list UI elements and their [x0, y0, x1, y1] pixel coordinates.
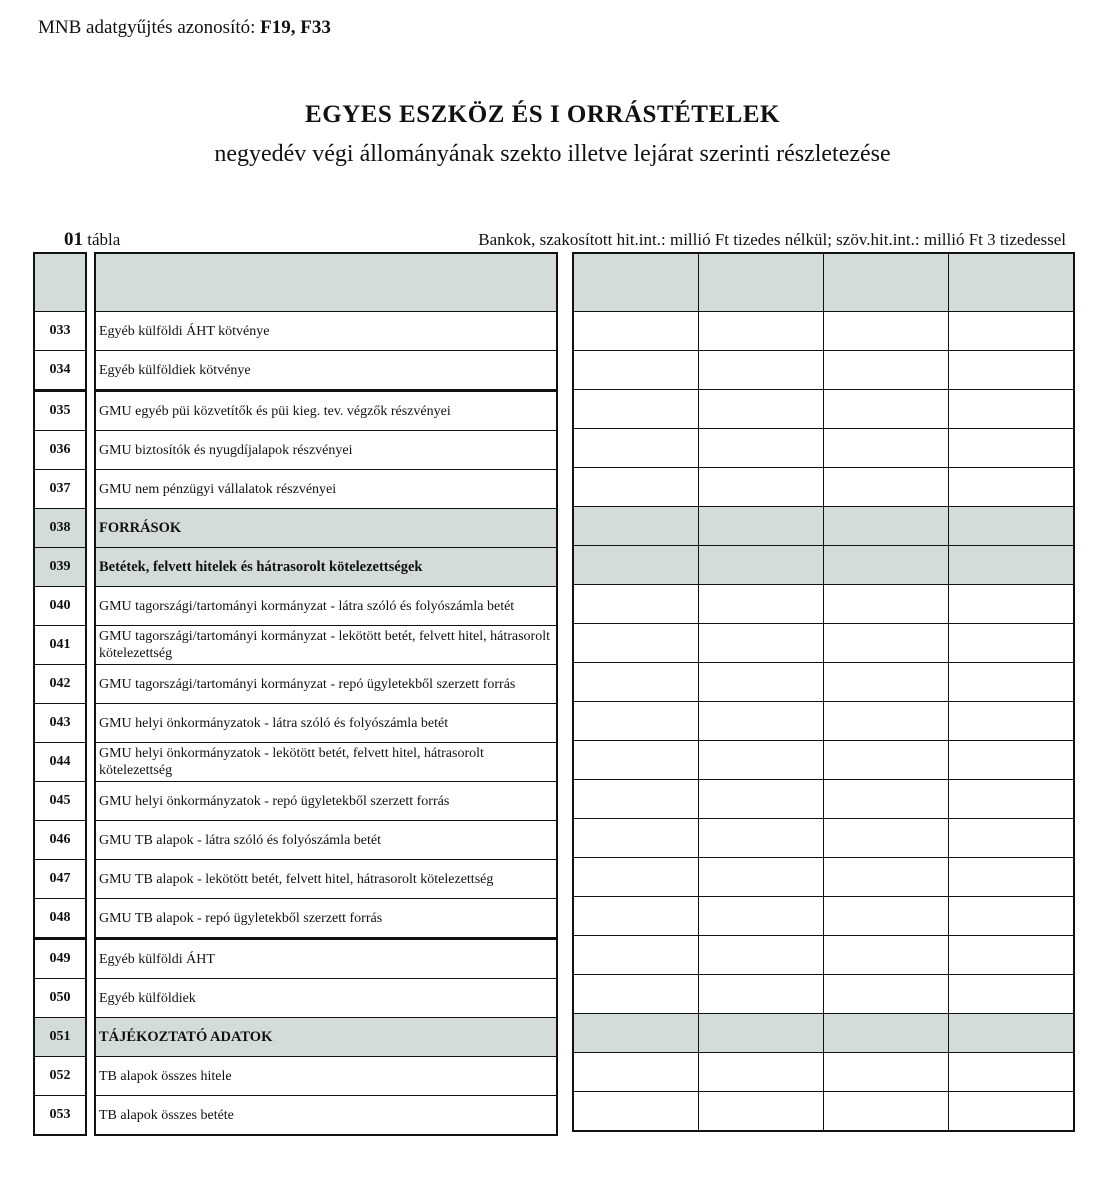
data-entry-cell[interactable]	[699, 312, 824, 351]
row-description: GMU nem pénzügyi vállalatok részvényei	[95, 470, 557, 509]
data-entry-cell[interactable]	[824, 1014, 949, 1053]
table-row	[34, 979, 86, 1018]
row-code: 046	[34, 821, 86, 860]
data-entry-cell[interactable]	[949, 585, 1075, 624]
data-entry-cell[interactable]	[699, 507, 824, 546]
data-entry-cell[interactable]	[824, 507, 949, 546]
data-entry-cell[interactable]	[573, 468, 699, 507]
table-row	[95, 1018, 557, 1057]
row-code: 040	[34, 587, 86, 626]
table-row	[95, 587, 557, 626]
table-row	[34, 782, 86, 821]
table-row	[573, 1092, 1074, 1132]
data-entry-cell[interactable]	[573, 507, 699, 546]
data-entry-cell[interactable]	[949, 507, 1075, 546]
data-entry-cell[interactable]	[699, 1053, 824, 1092]
table-row	[95, 743, 557, 782]
data-entry-cell[interactable]	[824, 936, 949, 975]
row-description: GMU helyi önkormányzatok - látra szóló és folyószámla betét	[95, 704, 557, 743]
data-entry-cell[interactable]	[949, 1053, 1075, 1092]
data-entry-cell[interactable]	[824, 624, 949, 663]
table-row	[34, 899, 86, 939]
row-description: GMU TB alapok - lekötött betét, felvett hitel, hátrasorolt kötelezettség	[95, 860, 557, 899]
data-header-cell	[824, 253, 949, 312]
document-title: EGYES ESZKÖZ ÉS I ORRÁSTÉTELEK	[305, 101, 780, 128]
data-entry-cell[interactable]	[824, 702, 949, 741]
table-row	[573, 1053, 1074, 1092]
table-word: tábla	[87, 230, 121, 249]
data-entry-cell[interactable]	[824, 1092, 949, 1132]
data-entry-cell[interactable]	[824, 468, 949, 507]
row-code: 035	[34, 391, 86, 431]
table-row	[34, 665, 86, 704]
table-row	[34, 312, 86, 351]
data-header	[573, 253, 1074, 312]
data-entry-cell[interactable]	[824, 819, 949, 858]
table-row	[95, 312, 557, 351]
table-row	[95, 939, 557, 979]
data-entry-cell[interactable]	[573, 702, 699, 741]
data-entry-cell[interactable]	[573, 1053, 699, 1092]
data-entry-cell[interactable]	[573, 741, 699, 780]
data-entry-cell[interactable]	[824, 780, 949, 819]
row-code: 053	[34, 1096, 86, 1136]
table-row	[573, 429, 1074, 468]
row-description: GMU tagországi/tartományi kormányzat - látra szóló és folyószámla betét	[95, 587, 557, 626]
data-collection-id-label: MNB adatgyűjtés azonosító:	[38, 17, 256, 38]
data-entry-cell[interactable]	[949, 819, 1075, 858]
data-header-cell	[573, 253, 699, 312]
table-row	[573, 351, 1074, 390]
row-code: 042	[34, 665, 86, 704]
row-description: TB alapok összes hitele	[95, 1057, 557, 1096]
data-entry-cell[interactable]	[949, 312, 1075, 351]
data-entry-cell[interactable]	[949, 975, 1075, 1014]
table-row	[34, 704, 86, 743]
table-row	[95, 548, 557, 587]
table-row	[34, 743, 86, 782]
table-row	[95, 431, 557, 470]
table-row	[34, 548, 86, 587]
description-header	[95, 253, 557, 312]
row-code: 039	[34, 548, 86, 587]
row-description: Egyéb külföldi ÁHT kötvénye	[95, 312, 557, 351]
table-row	[95, 470, 557, 509]
data-entry-cell[interactable]	[949, 390, 1075, 429]
table-row	[573, 312, 1074, 351]
row-description: GMU egyéb püi közvetítők és püi kieg. tev. végzők részvényei	[95, 391, 557, 431]
table-row	[573, 741, 1074, 780]
table-row	[34, 509, 86, 548]
table-row	[95, 704, 557, 743]
data-entry-cell[interactable]	[573, 819, 699, 858]
data-entry-cell[interactable]	[699, 351, 824, 390]
data-entry-cell[interactable]	[573, 312, 699, 351]
data-entry-cell[interactable]	[699, 429, 824, 468]
data-entry-cell[interactable]	[949, 897, 1075, 936]
row-code: 047	[34, 860, 86, 899]
data-entry-cell[interactable]	[949, 429, 1075, 468]
table-row	[95, 1096, 557, 1136]
table-row	[573, 780, 1074, 819]
data-entry-cell[interactable]	[824, 741, 949, 780]
row-code-column	[33, 252, 87, 1136]
table-row	[573, 468, 1074, 507]
data-entry-cell[interactable]	[824, 312, 949, 351]
table-row	[95, 391, 557, 431]
data-entry-cell[interactable]	[573, 780, 699, 819]
table-row	[95, 860, 557, 899]
row-description: Egyéb külföldiek	[95, 979, 557, 1018]
table-row	[573, 1014, 1074, 1053]
data-entry-cell[interactable]	[573, 936, 699, 975]
data-entry-cell[interactable]	[949, 663, 1075, 702]
data-entry-cell[interactable]	[824, 546, 949, 585]
table-row	[95, 821, 557, 860]
data-entry-cell[interactable]	[573, 1092, 699, 1132]
row-code: 044	[34, 743, 86, 782]
row-description: TÁJÉKOZTATÓ ADATOK	[95, 1018, 557, 1057]
row-code: 043	[34, 704, 86, 743]
table-row	[573, 858, 1074, 897]
data-entry-cell[interactable]	[949, 741, 1075, 780]
table-row	[95, 979, 557, 1018]
row-description-column	[94, 252, 558, 1136]
table-row	[95, 782, 557, 821]
data-entry-cell[interactable]	[699, 741, 824, 780]
row-description: GMU helyi önkormányzatok - repó ügyletekből szerzett forrás	[95, 782, 557, 821]
data-entry-cell[interactable]	[824, 858, 949, 897]
row-description: GMU TB alapok - repó ügyletekből szerzett forrás	[95, 899, 557, 939]
row-description: Egyéb külföldi ÁHT	[95, 939, 557, 979]
data-entry-cell[interactable]	[949, 936, 1075, 975]
table-row	[95, 351, 557, 391]
data-entry-cell[interactable]	[949, 1092, 1075, 1132]
table-row	[573, 507, 1074, 546]
data-entry-cell[interactable]	[699, 858, 824, 897]
data-entry-cell[interactable]	[949, 858, 1075, 897]
units-note: Bankok, szakosított hit.int.: millió Ft tizedes nélkül; szöv.hit.int.: millió Ft 3 tizedessel	[478, 230, 1066, 249]
row-code: 041	[34, 626, 86, 665]
table-row	[34, 626, 86, 665]
data-entry-cell[interactable]	[699, 975, 824, 1014]
data-entry-cell[interactable]	[824, 975, 949, 1014]
table-row	[34, 587, 86, 626]
table-row	[573, 390, 1074, 429]
row-description: GMU tagországi/tartományi kormányzat - lekötött betét, felvett hitel, hátrasorolt kötelezettség	[95, 626, 557, 665]
data-entry-cell[interactable]	[949, 780, 1075, 819]
data-entry-cell[interactable]	[824, 897, 949, 936]
row-code: 051	[34, 1018, 86, 1057]
data-entry-cell[interactable]	[949, 546, 1075, 585]
data-entry-cell[interactable]	[824, 351, 949, 390]
data-entry-cell[interactable]	[699, 780, 824, 819]
row-description: GMU TB alapok - látra szóló és folyószámla betét	[95, 821, 557, 860]
table-row	[34, 1057, 86, 1096]
data-entry-cell[interactable]	[573, 975, 699, 1014]
row-code: 048	[34, 899, 86, 939]
row-description: FORRÁSOK	[95, 509, 557, 548]
data-entry-cell[interactable]	[573, 624, 699, 663]
table-row	[95, 626, 557, 665]
row-code: 037	[34, 470, 86, 509]
table-row	[34, 1018, 86, 1057]
table-label	[64, 229, 120, 251]
data-header-cell	[699, 253, 824, 312]
data-collection-id-value: F19, F33	[260, 17, 331, 38]
row-description: GMU helyi önkormányzatok - lekötött betét, felvett hitel, hátrasorolt kötelezettség	[95, 743, 557, 782]
table-row	[573, 585, 1074, 624]
table-row	[34, 939, 86, 979]
data-entry-grid	[572, 252, 1075, 1132]
table-row	[573, 702, 1074, 741]
row-code: 036	[34, 431, 86, 470]
data-entry-cell[interactable]	[573, 429, 699, 468]
table-row	[34, 860, 86, 899]
row-code: 033	[34, 312, 86, 351]
row-code: 038	[34, 509, 86, 548]
data-header-cell	[949, 253, 1075, 312]
row-description: Egyéb külföldiek kötvénye	[95, 351, 557, 391]
data-entry-cell[interactable]	[573, 1014, 699, 1053]
row-description: TB alapok összes betéte	[95, 1096, 557, 1136]
row-description: Betétek, felvett hitelek és hátrasorolt kötelezettségek	[95, 548, 557, 587]
table-row	[573, 624, 1074, 663]
table-row	[34, 1096, 86, 1136]
data-entry-cell[interactable]	[573, 663, 699, 702]
data-entry-cell[interactable]	[573, 390, 699, 429]
table-row	[34, 391, 86, 431]
data-entry-cell[interactable]	[699, 468, 824, 507]
data-entry-cell[interactable]	[573, 351, 699, 390]
table-row	[95, 665, 557, 704]
table-row	[95, 509, 557, 548]
row-description: GMU biztosítók és nyugdíjalapok részvényei	[95, 431, 557, 470]
description-header-cell	[95, 253, 557, 312]
data-entry-cell[interactable]	[699, 546, 824, 585]
data-entry-cell[interactable]	[699, 390, 824, 429]
data-entry-cell[interactable]	[699, 585, 824, 624]
table-row	[34, 470, 86, 509]
table-row	[573, 975, 1074, 1014]
data-entry-cell[interactable]	[699, 1092, 824, 1132]
data-entry-cell[interactable]	[824, 663, 949, 702]
data-entry-cell[interactable]	[573, 858, 699, 897]
data-entry-cell[interactable]	[824, 429, 949, 468]
data-entry-cell[interactable]	[949, 624, 1075, 663]
data-collection-id	[38, 17, 331, 39]
data-entry-cell[interactable]	[949, 1014, 1075, 1053]
data-entry-cell[interactable]	[699, 1014, 824, 1053]
data-entry-cell[interactable]	[824, 1053, 949, 1092]
data-entry-cell[interactable]	[699, 819, 824, 858]
data-entry-cell[interactable]	[824, 390, 949, 429]
row-code: 050	[34, 979, 86, 1018]
row-code: 034	[34, 351, 86, 391]
table-row	[34, 351, 86, 391]
data-entry-cell[interactable]	[949, 702, 1075, 741]
data-entry-cell[interactable]	[699, 624, 824, 663]
row-code: 052	[34, 1057, 86, 1096]
table-row	[95, 1057, 557, 1096]
data-entry-cell[interactable]	[824, 585, 949, 624]
table-row	[573, 819, 1074, 858]
data-entry-cell[interactable]	[699, 663, 824, 702]
row-code: 049	[34, 939, 86, 979]
data-entry-cell[interactable]	[699, 702, 824, 741]
data-entry-cell[interactable]	[573, 546, 699, 585]
data-entry-cell[interactable]	[699, 936, 824, 975]
data-entry-cell[interactable]	[949, 468, 1075, 507]
document-subtitle: negyedév végi állományának szekto illetve lejárat szerinti részletezése	[214, 141, 891, 167]
data-entry-cell[interactable]	[949, 351, 1075, 390]
row-description: GMU tagországi/tartományi kormányzat - repó ügyletekből szerzett forrás	[95, 665, 557, 704]
row-code: 045	[34, 782, 86, 821]
code-header	[34, 253, 86, 312]
table-row	[34, 431, 86, 470]
table-row	[573, 897, 1074, 936]
table-row	[95, 899, 557, 939]
data-entry-cell[interactable]	[573, 585, 699, 624]
table-row	[573, 663, 1074, 702]
table-row	[573, 546, 1074, 585]
data-entry-cell[interactable]	[699, 897, 824, 936]
table-number: 01	[64, 229, 83, 250]
table-row	[573, 936, 1074, 975]
code-header-cell	[34, 253, 86, 312]
data-entry-cell[interactable]	[573, 897, 699, 936]
table-row	[34, 821, 86, 860]
